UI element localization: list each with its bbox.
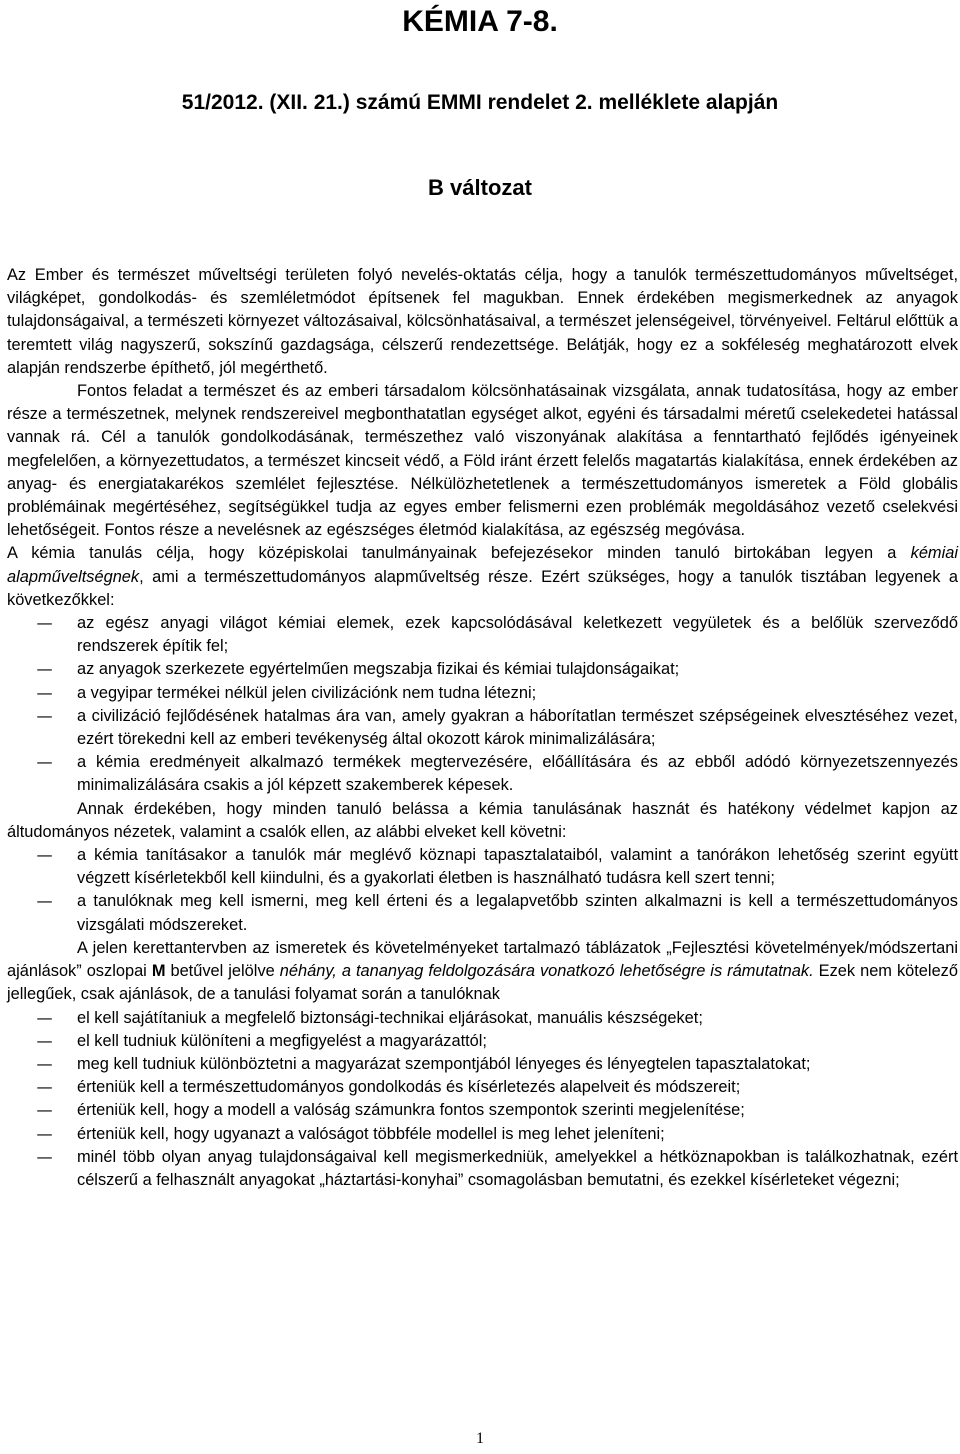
list-item: – a kémia tanításakor a tanulók már meglévő köznapi tapasztalataiból, valamint a tanórákon lehetőség szerint együtt végzett kísérletekből kell kiindulni, és a gyakorlati életben is használható tudásra kell szert tenni; [7,844,958,890]
list-item: – minél több olyan anyag tulajdonságaival kell megismerkedniük, amelyekkel a hétköznapokban is találkozhatnak, ezért célszerű a felhasznált anyagokat „háztartási-konyhai” csomagolásban bemutatni, és ezekkel kísérleteket végezni; [7,1146,958,1192]
paragraph-text: A kémia tanulás célja, hogy középiskolai tanulmányainak befejezésekor minden tanuló birtokában legyen a [7,544,911,563]
principles-paragraph: Annak érdekében, hogy minden tanuló belássa a kémia tanulásának hasznát és hatékony védelmet kapjon az áltudományos nézetek, valamint a csalók ellen, az alábbi elveket kell követni: [7,799,958,841]
page-title: KÉMIA 7-8. [402,5,558,38]
list-item: – a civilizáció fejlődésének hatalmas ára van, amely gyakran a háborítatlan természet szépségeinek elvesztéséhez vezet, ezért törekedni kell az emberi tevékenység által okozott károk minimalizálására; [7,705,958,751]
list-item: – érteniük kell, hogy ugyanazt a valóságot többféle modellel is meg lehet jeleníteni; [7,1123,958,1146]
list-item: – érteniük kell, hogy a modell a valóság számunkra fontos szempontok szerinti megjelenítése; [7,1099,958,1122]
paragraph-text: A jelen kerettantervben az ismeretek és követelményeket tartalmazó táblázatok „Fejlesztési követelmények/módszertani ajánlások” oszlopai [7,938,958,981]
emphasis-text: kémiai alapműveltségnek [7,544,958,586]
list-item: – az egész anyagi világot kémiai elemek, ezek kapcsolódásával keletkezett vegyületek és a belőlük szerveződő rendszerek építik fel; [7,612,958,658]
list-item: – el kell tudniuk különíteni a megfigyelést a magyarázattól; [7,1030,958,1053]
chemistry-aim-paragraph [7,542,958,612]
list-item: – el kell sajátítaniuk a megfelelő biztonsági-technikai eljárásokat, manuális készségeket; [7,1007,958,1030]
bold-letter: M [151,962,166,981]
page-number: 1 [476,1430,484,1447]
principles-list [7,844,958,937]
list-item: – a kémia eredményeit alkalmazó termékek megtervezésére, előállítására és az ebből adódó környezetszennyezés minimalizálására csakis a jól képzett szakemberek képesek. [7,751,958,797]
list-item: – érteniük kell a természettudományos gondolkodás és kísérletezés alapelveit és módszereit; [7,1076,958,1099]
paragraph-text: Ezek nem kötelező jellegűek, csak ajánlások, de a tanulási folyamat során a tanulóknak [7,962,958,1004]
list-item: – az anyagok szerkezete egyértelműen megszabja fizikai és kémiai tulajdonságaikat; [7,658,958,681]
list-item: – a tanulóknak meg kell ismerni, meg kell érteni és a legalapvetőbb szinten alkalmazni is kell a természettudományos vizsgálati módszereket. [7,890,958,936]
framework-paragraph [7,937,958,1007]
variant-heading: B változat [428,175,532,200]
knowledge-list [7,612,958,798]
list-item: – a vegyipar termékei nélkül jelen civilizációnk nem tudna létezni; [7,682,958,705]
emphasis-text: néhány, a tananyag feldolgozására vonatkozó lehetőségre is rámutatnak. [279,962,814,981]
skills-list [7,1007,958,1193]
paragraph-text: , ami a természettudományos alapműveltség része. Ezért szükséges, hogy a tanulók tisztában legyenek a következőkkel: [7,567,958,609]
goals-paragraph: Fontos feladat a természet és az emberi társadalom kölcsönhatásainak vizsgálata, annak tudatosítása, hogy az ember része a természetnek, melynek rendszereivel megbonthatatlan egységet alkot, egyéni és társadalmi méretű cselekedetei hatással vannak rá. Cél a tanulók gondolkodásának, természethez való viszonyának alakítása a fenntartható fejlődés igényeinek megfelelően, a környezettudatos, a természet kincseit védő, a Föld iránt érzett felelős magatartás kialakítása, ennek érdekében az anyag- és energiatakarékos szemlélet fejlesztése. Nélkülözhetetlenek a természettudományos ismeretek a Föld globális problémáinak megértéséhez, segítségükkel tudja az egyes ember felismerni ezen problémák megoldásához vezető cselekvési lehetőségeit. Fontos része a nevelésnek az egészséges életmód kialakítása, az egészség megóvása. [7,382,958,540]
list-item: – meg kell tudniuk különböztetni a magyarázat szempontjából lényeges és lényegtelen tapasztalatokat; [7,1053,958,1076]
decree-reference: 51/2012. (XII. 21.) számú EMMI rendelet 2. melléklete alapján [181,91,779,114]
intro-paragraph: Az Ember és természet műveltségi területen folyó nevelés-oktatás célja, hogy a tanulók természettudományos műveltséget, világképet, gondolkodás- és szemléletmódot építsenek fel magukban. Ennek érdekében megismerkednek az anyagok tulajdonságaival, a természeti környezet változásaival, kölcsönhatásaival, a természet jelenségeivel, törvényeivel. Feltárul előttük a teremtett világ nagyszerű, sokszínű gazdagsága, célszerű rendezettsége. Belátják, hogy ez a sokféleség meghatározott elvek alapján rendszerbe építhető, jól megérthető. [7,266,958,377]
paragraph-text: betűvel jelölve [165,962,280,981]
document-body [7,264,958,1192]
